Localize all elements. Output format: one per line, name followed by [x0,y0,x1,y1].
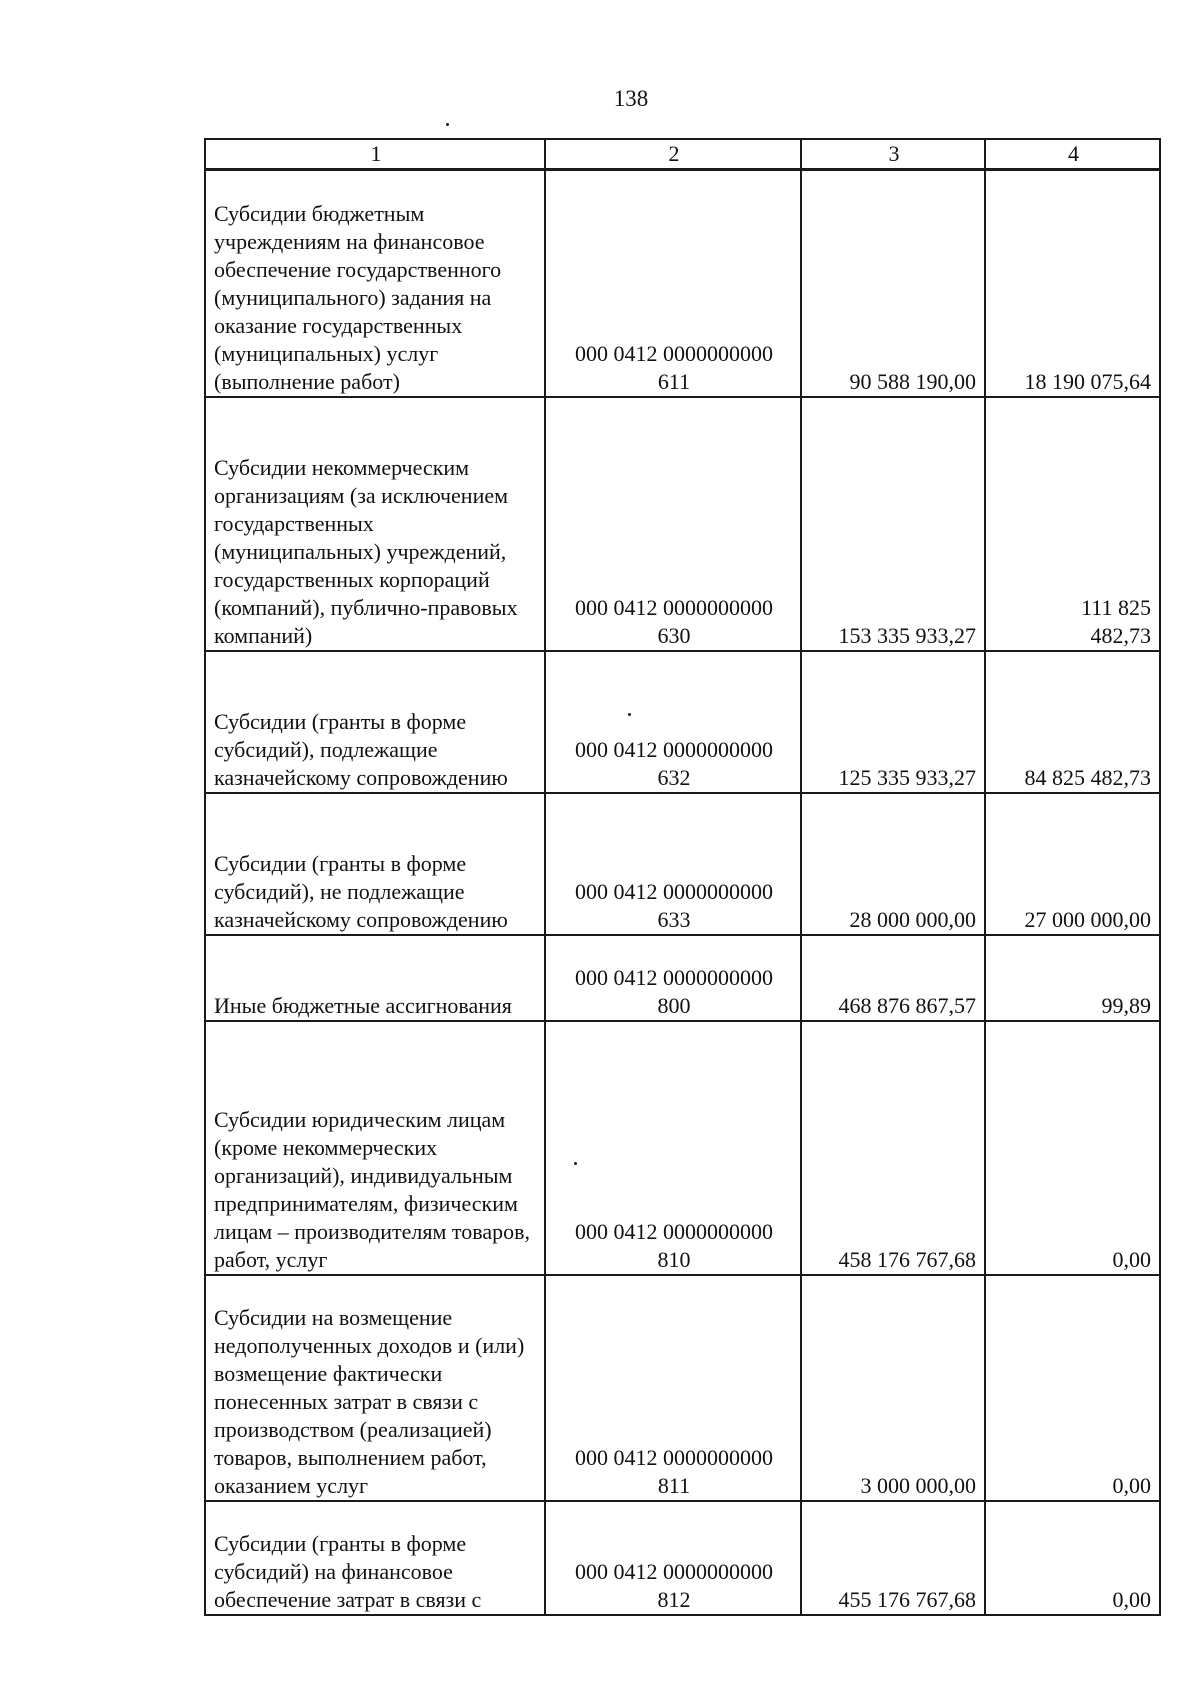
header-col-2: 2 [545,139,801,170]
row-col3: 153 335 933,27 [801,397,985,651]
row-col3: 125 335 933,27 [801,651,985,793]
row-name: Субсидии на возмещение недополученных доходов и (или) возмещение фактически понесенных затрат в связи с производством (реализацией) товаров, выполнением работ, оказанием услуг [205,1275,545,1501]
row-name: Субсидии (гранты в форме субсидий), не подлежащие казначейскому сопровождению [205,793,545,935]
row-name: Субсидии (гранты в форме субсидий), подлежащие казначейскому сопровождению [205,651,545,793]
row-name: Иные бюджетные ассигнования [205,935,545,1021]
row-name: Субсидии (гранты в форме субсидий) на финансовое обеспечение затрат в связи с [205,1501,545,1615]
code-line-2: 633 [657,906,691,932]
table-row [205,793,1160,935]
table-row [205,1501,1160,1615]
row-name: Субсидии юридическим лицам (кроме некоммерческих организаций), индивидуальным предпринимателям, физическим лицам – производителям товаров, работ, услуг [205,1021,545,1275]
scan-speck [574,1162,577,1165]
row-col4: 99,89 [985,935,1160,1021]
row-code [545,935,801,1021]
row-col4: 0,00 [985,1275,1160,1501]
page-number: 138 [613,86,649,111]
row-col3: 468 876 867,57 [801,935,985,1021]
code-line-1: 000 0412 0000000000 [575,1218,773,1244]
code-line-1: 000 0412 0000000000 [575,340,773,366]
code-line-2: 632 [657,764,691,790]
code-line-1: 000 0412 0000000000 [575,1558,773,1584]
table-row [205,170,1160,397]
code-line-2: 812 [657,1586,691,1612]
row-code [545,1501,801,1615]
row-col3: 28 000 000,00 [801,793,985,935]
row-col3: 455 176 767,68 [801,1501,985,1615]
code-line-1: 000 0412 0000000000 [575,1444,773,1470]
row-col3: 458 176 767,68 [801,1021,985,1275]
code-line-2: 810 [657,1246,691,1272]
row-col4: 27 000 000,00 [985,793,1160,935]
code-line-1: 000 0412 0000000000 [575,736,773,762]
row-col3: 3 000 000,00 [801,1275,985,1501]
row-col4: 18 190 075,64 [985,170,1160,397]
row-name: Субсидии бюджетным учреждениям на финансовое обеспечение государственного (муниципального) задания на оказание государственных (муниципальных) услуг (выполнение работ) [205,170,545,397]
table-row [205,1021,1160,1275]
table-row [205,397,1160,651]
row-col4: 0,00 [985,1021,1160,1275]
row-name: Субсидии некоммерческим организациям (за исключением государственных (муниципальных) учреждений, государственных корпораций (компаний), публично-правовых компаний) [205,397,545,651]
row-code [545,170,801,397]
code-line-2: 800 [657,992,691,1018]
row-code [545,1275,801,1501]
code-line-1: 000 0412 0000000000 [575,594,773,620]
row-code [545,651,801,793]
row-col3: 90 588 190,00 [801,170,985,397]
code-line-2: 630 [657,622,691,648]
code-line-1: 000 0412 0000000000 [575,878,773,904]
budget-table [204,138,1161,1616]
row-code [545,793,801,935]
scan-speck [628,713,631,716]
code-line-1: 000 0412 0000000000 [575,964,773,990]
header-col-4: 4 [985,139,1160,170]
header-col-1: 1 [205,139,545,170]
table-row [205,935,1160,1021]
code-line-2: 811 [657,1472,691,1498]
table-row [205,1275,1160,1501]
header-col-3: 3 [801,139,985,170]
table-row [205,651,1160,793]
row-code [545,1021,801,1275]
scan-speck [446,123,449,126]
row-col4: 0,00 [985,1501,1160,1615]
row-col4: 84 825 482,73 [985,651,1160,793]
header-row [205,139,1160,170]
row-code [545,397,801,651]
code-line-2: 611 [657,368,691,394]
row-col4: 111 825 482,73 [985,397,1160,651]
